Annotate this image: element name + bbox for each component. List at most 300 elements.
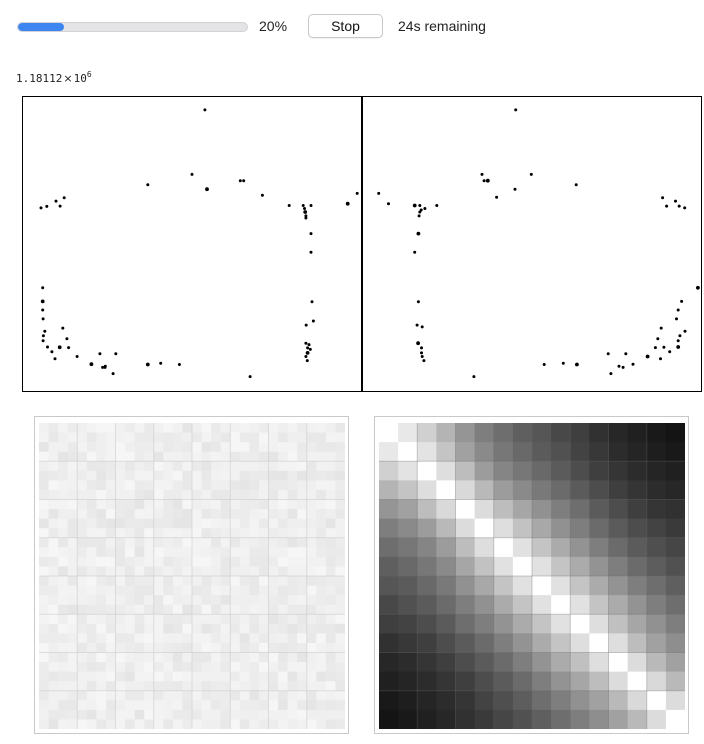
- matrix-cell: [49, 662, 59, 672]
- matrix-cell: [494, 480, 514, 500]
- matrix-cell: [269, 576, 279, 586]
- matrix-cell: [288, 700, 298, 710]
- matrix-cell: [192, 500, 202, 510]
- data-point: [422, 359, 425, 362]
- matrix-cell: [288, 662, 298, 672]
- matrix-cell: [335, 643, 345, 653]
- matrix-cell: [182, 519, 192, 529]
- matrix-cell: [379, 442, 399, 462]
- matrix-cell: [77, 519, 87, 529]
- matrix-cell: [154, 624, 164, 634]
- matrix-cell: [192, 605, 202, 615]
- matrix-cell: [379, 614, 399, 634]
- matrix-cell: [202, 700, 212, 710]
- matrix-cell: [230, 719, 240, 729]
- data-point: [418, 211, 421, 214]
- matrix-cell: [628, 595, 648, 615]
- matrix-cell: [398, 519, 418, 539]
- matrix-cell: [288, 672, 298, 682]
- matrix-cell: [288, 710, 298, 720]
- matrix-cell: [259, 719, 269, 729]
- matrix-cell: [297, 662, 307, 672]
- matrix-cell: [77, 442, 87, 452]
- matrix-cell: [135, 509, 145, 519]
- matrix-cell: [269, 509, 279, 519]
- matrix-cell: [106, 471, 116, 481]
- matrix-cell: [494, 614, 514, 634]
- data-point: [58, 345, 62, 349]
- matrix-cell: [163, 547, 173, 557]
- matrix-cell: [278, 480, 288, 490]
- matrix-cell: [326, 681, 336, 691]
- matrix-cell: [288, 480, 298, 490]
- matrix-cell: [154, 700, 164, 710]
- stop-button[interactable]: Stop: [308, 14, 383, 38]
- matrix-cell: [154, 662, 164, 672]
- matrix-cell: [278, 643, 288, 653]
- matrix-cell: [39, 586, 49, 596]
- matrix-cell: [49, 433, 59, 443]
- matrix-cell: [436, 672, 456, 692]
- matrix-cell: [87, 557, 97, 567]
- matrix-cell: [278, 490, 288, 500]
- matrix-cell: [249, 480, 259, 490]
- matrix-cell: [39, 681, 49, 691]
- matrix-cell: [173, 681, 183, 691]
- data-point: [309, 348, 312, 351]
- data-point: [146, 183, 149, 186]
- matrix-cell: [335, 538, 345, 548]
- matrix-cell: [39, 710, 49, 720]
- matrix-cell: [249, 586, 259, 596]
- matrix-cell: [58, 480, 68, 490]
- matrix-cell: [494, 576, 514, 596]
- matrix-cell: [154, 633, 164, 643]
- matrix-cell: [297, 614, 307, 624]
- matrix-cell: [230, 519, 240, 529]
- matrix-cell: [125, 672, 135, 682]
- data-point: [417, 300, 420, 303]
- matrix-cell: [326, 691, 336, 701]
- matrix-cell: [259, 557, 269, 567]
- matrix-cell: [211, 500, 221, 510]
- matrix-cell: [87, 653, 97, 663]
- matrix-cell: [417, 519, 437, 539]
- matrix-cell: [570, 576, 590, 596]
- matrix-cell: [532, 672, 552, 692]
- data-point: [304, 217, 307, 220]
- matrix-cell: [182, 557, 192, 567]
- matrix-cell: [475, 672, 495, 692]
- matrix-cell: [87, 605, 97, 615]
- matrix-cell: [335, 710, 345, 720]
- data-point: [656, 337, 659, 340]
- matrix-cell: [570, 500, 590, 520]
- matrix-cell: [589, 442, 609, 462]
- matrix-cell: [249, 519, 259, 529]
- matrix-cell: [666, 653, 685, 673]
- matrix-cell: [230, 614, 240, 624]
- matrix-cell: [163, 633, 173, 643]
- matrix-cell: [68, 519, 78, 529]
- matrix-cell: [230, 710, 240, 720]
- matrix-cell: [68, 672, 78, 682]
- matrix-cell: [221, 653, 231, 663]
- matrix-cell: [202, 614, 212, 624]
- matrix-cell: [278, 624, 288, 634]
- matrix-cell: [436, 595, 456, 615]
- matrix-cell: [475, 633, 495, 653]
- matrix-cell: [475, 442, 495, 462]
- matrix-cell: [192, 643, 202, 653]
- matrix-cell: [278, 433, 288, 443]
- matrix-cell: [192, 614, 202, 624]
- matrix-cell: [259, 624, 269, 634]
- matrix-cell: [39, 490, 49, 500]
- matrix-cell: [551, 691, 571, 711]
- matrix-cell: [211, 557, 221, 567]
- matrix-cell: [116, 557, 126, 567]
- matrix-cell: [230, 700, 240, 710]
- matrix-cell: [125, 433, 135, 443]
- matrix-cell: [202, 423, 212, 433]
- data-point: [311, 300, 314, 303]
- matrix-cell: [96, 519, 106, 529]
- data-point: [242, 179, 245, 182]
- matrix-cell: [221, 538, 231, 548]
- matrix-cell: [77, 490, 87, 500]
- matrix-cell: [163, 710, 173, 720]
- matrix-cell: [49, 691, 59, 701]
- matrix-cell: [570, 442, 590, 462]
- matrix-cell: [39, 566, 49, 576]
- matrix-cell: [398, 461, 418, 481]
- matrix-cell: [182, 691, 192, 701]
- matrix-cell: [240, 566, 250, 576]
- matrix-cell: [379, 480, 399, 500]
- matrix-cell: [288, 528, 298, 538]
- matrix-cell: [116, 633, 126, 643]
- matrix-cell: [49, 452, 59, 462]
- matrix-cell: [202, 653, 212, 663]
- matrix-cell: [259, 490, 269, 500]
- matrix-cell: [192, 672, 202, 682]
- matrix-cell: [240, 509, 250, 519]
- matrix-cell: [144, 681, 154, 691]
- matrix-cell: [68, 595, 78, 605]
- matrix-cell: [240, 471, 250, 481]
- matrix-cell: [58, 653, 68, 663]
- matrix-cell: [240, 691, 250, 701]
- matrix-cell: [335, 442, 345, 452]
- matrix-cell: [647, 500, 667, 520]
- matrix-cell: [532, 500, 552, 520]
- data-point: [42, 317, 45, 320]
- matrix-cell: [163, 566, 173, 576]
- matrix-cell: [68, 509, 78, 519]
- matrix-cell: [307, 633, 317, 643]
- data-point: [261, 194, 264, 197]
- matrix-cell: [182, 681, 192, 691]
- matrix-cell: [192, 547, 202, 557]
- matrix-cell: [475, 500, 495, 520]
- matrix-cell: [144, 719, 154, 729]
- matrix-cell: [192, 461, 202, 471]
- matrix-cell: [436, 614, 456, 634]
- data-point: [76, 355, 79, 358]
- matrix-cell: [39, 624, 49, 634]
- matrix-cell: [259, 633, 269, 643]
- matrix-cell: [125, 643, 135, 653]
- matrix-cell: [144, 700, 154, 710]
- matrix-cell: [589, 500, 609, 520]
- matrix-cell: [249, 614, 259, 624]
- matrix-cell: [211, 509, 221, 519]
- matrix-cell: [589, 423, 609, 443]
- matrix-cell: [77, 566, 87, 576]
- data-point: [418, 204, 421, 207]
- data-point: [423, 207, 426, 210]
- matrix-cell: [211, 662, 221, 672]
- matrix-cell: [58, 423, 68, 433]
- matrix-cell: [154, 452, 164, 462]
- matrix-cell: [49, 557, 59, 567]
- matrix-cell: [513, 633, 533, 653]
- matrix-cell: [297, 528, 307, 538]
- matrix-cell: [125, 710, 135, 720]
- matrix-cell: [211, 519, 221, 529]
- matrix-cell: [326, 576, 336, 586]
- data-point: [421, 325, 424, 328]
- matrix-cell: [221, 595, 231, 605]
- matrix-cell: [202, 547, 212, 557]
- matrix-cell: [589, 461, 609, 481]
- matrix-cell: [494, 442, 514, 462]
- matrix-cell: [135, 643, 145, 653]
- matrix-cell: [249, 566, 259, 576]
- matrix-cell: [288, 576, 298, 586]
- matrix-cell: [316, 423, 326, 433]
- matrix-cell: [609, 461, 629, 481]
- matrix-cell: [297, 423, 307, 433]
- matrix-cell: [589, 691, 609, 711]
- matrix-cell: [125, 586, 135, 596]
- matrix-cell: [96, 452, 106, 462]
- matrix-cell: [96, 538, 106, 548]
- matrix-cell: [211, 433, 221, 443]
- matrix-cell: [259, 605, 269, 615]
- matrix-cell: [628, 710, 648, 729]
- data-point: [203, 108, 206, 111]
- matrix-cell: [202, 538, 212, 548]
- matrix-cell: [513, 672, 533, 692]
- matrix-cell: [154, 557, 164, 567]
- matrix-cell: [211, 442, 221, 452]
- matrix-cell: [297, 595, 307, 605]
- matrix-cell: [307, 672, 317, 682]
- matrix-cell: [628, 672, 648, 692]
- matrix-cell: [326, 662, 336, 672]
- matrix-cell: [135, 614, 145, 624]
- matrix-cell: [96, 442, 106, 452]
- matrix-cell: [144, 566, 154, 576]
- matrix-cell: [326, 471, 336, 481]
- matrix-cell: [116, 700, 126, 710]
- matrix-cell: [570, 595, 590, 615]
- matrix-cell: [58, 490, 68, 500]
- matrix-cell: [259, 710, 269, 720]
- matrix-cell: [475, 710, 495, 729]
- matrix-cell: [532, 557, 552, 577]
- matrix-cell: [144, 471, 154, 481]
- data-point: [632, 363, 635, 366]
- matrix-cell: [96, 614, 106, 624]
- matrix-cell: [58, 576, 68, 586]
- matrix-cell: [192, 595, 202, 605]
- matrix-cell: [240, 653, 250, 663]
- matrix-cell: [494, 519, 514, 539]
- data-point: [178, 363, 181, 366]
- matrix-cell: [269, 719, 279, 729]
- matrix-cell: [609, 538, 629, 558]
- matrix-cell: [173, 500, 183, 510]
- matrix-cell: [58, 719, 68, 729]
- matrix-cell: [135, 719, 145, 729]
- matrix-cell: [182, 710, 192, 720]
- metric-base: 10: [73, 72, 87, 85]
- matrix-cell: [106, 509, 116, 519]
- matrix-cell: [326, 480, 336, 490]
- matrix-cell: [135, 480, 145, 490]
- matrix-cell: [307, 471, 317, 481]
- matrix-cell: [182, 442, 192, 452]
- matrix-cell: [144, 672, 154, 682]
- matrix-cell: [398, 500, 418, 520]
- data-point: [63, 196, 66, 199]
- matrix-cell: [494, 710, 514, 729]
- matrix-cell: [68, 710, 78, 720]
- matrix-cell: [278, 547, 288, 557]
- matrix-cell: [49, 566, 59, 576]
- matrix-cell: [326, 490, 336, 500]
- matrix-cell: [628, 480, 648, 500]
- matrix-cell: [211, 653, 221, 663]
- matrix-cell: [335, 700, 345, 710]
- matrix-cell: [58, 500, 68, 510]
- matrix-cell: [135, 557, 145, 567]
- matrix-cell: [326, 433, 336, 443]
- matrix-cell: [173, 672, 183, 682]
- matrix-cell: [173, 586, 183, 596]
- matrix-cell: [307, 662, 317, 672]
- matrix-cell: [202, 480, 212, 490]
- matrix-cell: [436, 557, 456, 577]
- matrix-cell: [551, 519, 571, 539]
- matrix-cell: [570, 691, 590, 711]
- data-point: [435, 204, 438, 207]
- matrix-cell: [647, 423, 667, 443]
- matrix-cell: [647, 442, 667, 462]
- matrix-cell: [182, 528, 192, 538]
- matrix-cell: [475, 614, 495, 634]
- matrix-cell: [68, 566, 78, 576]
- matrix-cell: [316, 442, 326, 452]
- matrix-cell: [68, 586, 78, 596]
- matrix-cell: [58, 566, 68, 576]
- matrix-cell: [163, 586, 173, 596]
- matrix-cell: [125, 681, 135, 691]
- matrix-cell: [163, 691, 173, 701]
- matrix-cell: [202, 500, 212, 510]
- matrix-cell: [647, 672, 667, 692]
- matrix-cell: [269, 538, 279, 548]
- matrix-cell: [221, 681, 231, 691]
- data-point: [575, 363, 579, 367]
- matrix-cell: [628, 423, 648, 443]
- matrix-cell: [39, 672, 49, 682]
- matrix-cell: [135, 672, 145, 682]
- matrix-cell: [278, 681, 288, 691]
- data-point: [530, 173, 533, 176]
- matrix-cell: [532, 653, 552, 673]
- matrix-cell: [144, 452, 154, 462]
- matrix-cell: [628, 576, 648, 596]
- matrix-cell: [628, 442, 648, 462]
- matrix-cell: [221, 586, 231, 596]
- matrix-cell: [87, 643, 97, 653]
- matrix-cell: [49, 614, 59, 624]
- matrix-cell: [96, 433, 106, 443]
- matrix-cell: [116, 595, 126, 605]
- matrix-cell: [398, 710, 418, 729]
- matrix-cell: [202, 595, 212, 605]
- matrix-cell: [173, 605, 183, 615]
- matrix-cell: [202, 452, 212, 462]
- data-point: [67, 346, 70, 349]
- data-point: [114, 352, 117, 355]
- matrix-cell: [96, 557, 106, 567]
- data-point: [420, 346, 423, 349]
- matrix-cell: [326, 595, 336, 605]
- matrix-cell: [221, 490, 231, 500]
- data-point: [306, 351, 310, 355]
- matrix-cell: [326, 547, 336, 557]
- matrix-cell: [182, 452, 192, 462]
- matrix-cell: [77, 633, 87, 643]
- matrix-cell: [58, 681, 68, 691]
- matrix-cell: [96, 662, 106, 672]
- matrix-cell: [249, 471, 259, 481]
- matrix-cell: [278, 719, 288, 729]
- matrix-cell: [259, 528, 269, 538]
- matrix-cell: [456, 557, 476, 577]
- matrix-cell: [135, 490, 145, 500]
- matrix-cell: [125, 557, 135, 567]
- matrix-cell: [49, 528, 59, 538]
- matrix-cell: [125, 633, 135, 643]
- matrix-cell: [144, 490, 154, 500]
- matrix-cell: [87, 528, 97, 538]
- matrix-cell: [417, 710, 437, 729]
- matrix-cell: [125, 605, 135, 615]
- matrix-cell: [609, 672, 629, 692]
- matrix-cell: [58, 471, 68, 481]
- data-point: [41, 300, 45, 304]
- matrix-cell: [456, 500, 476, 520]
- matrix-cell: [87, 471, 97, 481]
- matrix-cell: [173, 490, 183, 500]
- matrix-cell: [249, 423, 259, 433]
